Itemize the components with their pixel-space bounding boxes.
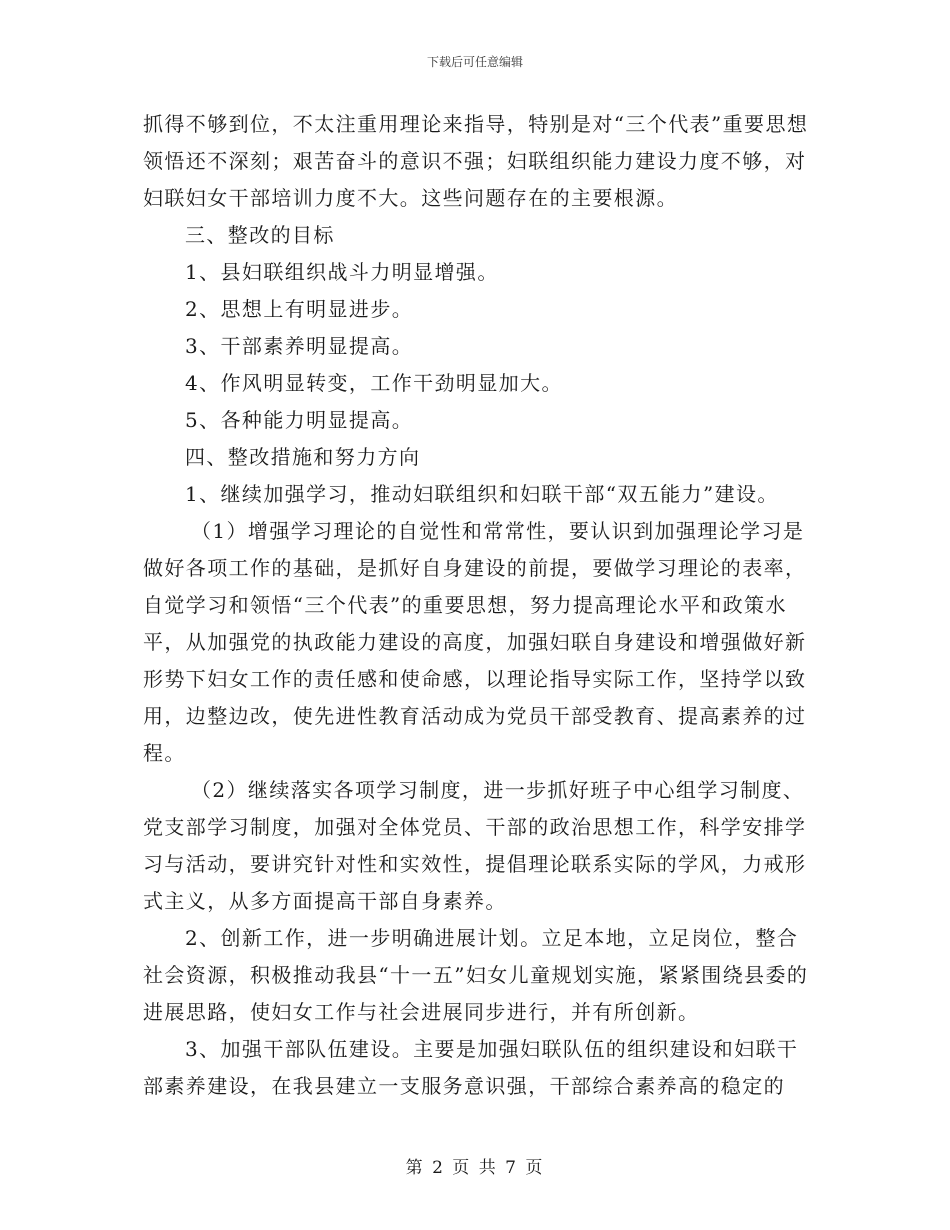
section-heading-goals: 三、整改的目标 bbox=[185, 223, 335, 247]
goal-item-1: 1、县妇联组织战斗力明显增强。 bbox=[185, 260, 499, 284]
paragraph-continuation: 抓得不够到位，不太注重用理论来指导，特别是对“三个代表”重要思想领悟还不深刻；艰苦奋斗的意识不强；妇联组织能力建设力度不够，对妇联妇女干部培训力度不大。这些问题存在的主要根源。 bbox=[143, 112, 809, 210]
measure-item-3: 3、加强干部队伍建设。主要是加强妇联队伍的组织建设和妇联干部素养建设，在我县建立一支服务意识强，干部综合素养高的稳定的 bbox=[143, 1037, 799, 1098]
measure-item-2: 2、创新工作，进一步明确进展计划。立足本地，立足岗位，整合社会资源，积极推动我县“十一五”妇女儿童规划实施，紧紧围绕县委的进展思路，使妇女工作与社会进展同步进行，并有所创新。 bbox=[143, 926, 809, 1024]
document-body bbox=[143, 106, 810, 1105]
goal-item-2: 2、思想上有明显进步。 bbox=[185, 297, 414, 321]
goal-item-3: 3、干部素养明显提高。 bbox=[185, 334, 414, 358]
goal-item-5: 5、各种能力明显提高。 bbox=[185, 408, 414, 432]
measure-item-1: 1、继续加强学习，推动妇联组织和妇联干部“双五能力”建设。 bbox=[185, 482, 779, 506]
page-number: 第 2 页 共 7 页 bbox=[405, 1158, 545, 1178]
page-header-note: 下载后可任意编辑 bbox=[426, 55, 523, 69]
measure-subitem-2: （2）继续落实各项学习制度，进一步抓好班子中心组学习制度、党支部学习制度，加强对全体党员、干部的政治思想工作，科学安排学习与活动，要讲究针对性和实效性，提倡理论联系实际的学风，力戒形式主义，从多方面提高干部自身素养。 bbox=[143, 778, 807, 913]
goal-item-4: 4、作风明显转变，工作干劲明显加大。 bbox=[185, 371, 563, 395]
measure-subitem-1: （1）增强学习理论的自觉性和常常性，要认识到加强理论学习是做好各项工作的基础，是抓好自身建设的前提，要做学习理论的表率，自觉学习和领悟“三个代表”的重要思想，努力提高理论水平和政策水平，从加强党的执政能力建设的高度，加强妇联自身建设和增强做好新形势下妇女工作的责任感和使命感，以理论指导实际工作，坚持学以致用，边整边改，使先进性教育活动成为党员干部受教育、提高素养的过程。 bbox=[143, 519, 807, 765]
section-heading-measures: 四、整改措施和努力方向 bbox=[185, 445, 421, 469]
